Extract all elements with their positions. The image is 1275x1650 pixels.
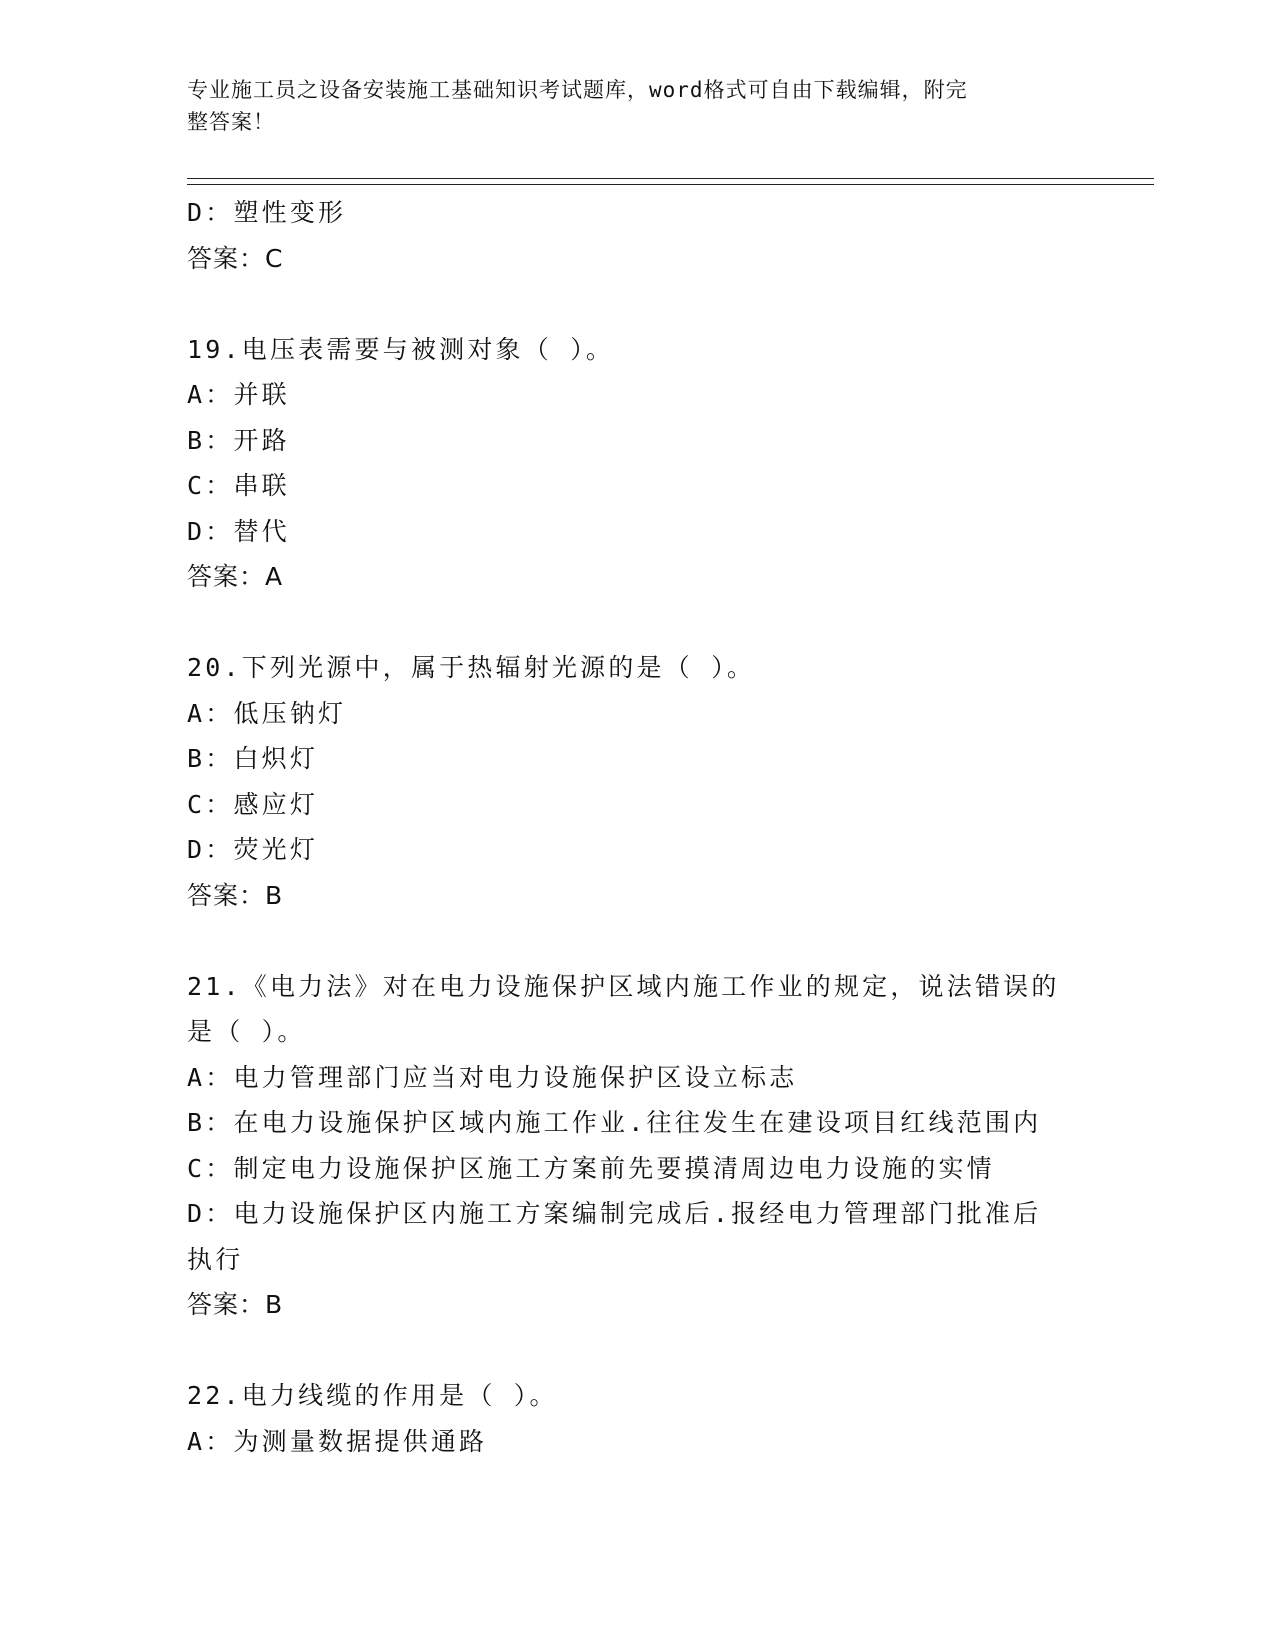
option-d-line-1: D：电力设施保护区内施工方案编制完成后.报经电力管理部门批准后 [187, 1199, 1042, 1228]
option-a: A：电力管理部门应当对电力设施保护区设立标志 [187, 1062, 798, 1092]
answer: 答案：C [187, 243, 284, 273]
option-b: B：在电力设施保护区域内施工作业.往往发生在建设项目红线范围内 [187, 1108, 1042, 1137]
answer: 答案：A [187, 562, 284, 591]
question-list [187, 190, 1087, 1464]
spacer [187, 918, 1087, 964]
spacer [187, 600, 1087, 646]
option-a: A：为测量数据提供通路 [187, 1426, 488, 1456]
answer: 答案：B [187, 1290, 284, 1319]
previous-question-tail [187, 190, 1087, 281]
option-d-line-2: 执行 [187, 1244, 244, 1274]
header-rule-bottom [187, 184, 1154, 185]
option-d: D：荧光灯 [187, 835, 319, 864]
option-d: D：塑性变形 [187, 198, 347, 227]
option-a: A：并联 [187, 380, 290, 409]
spacer [187, 1328, 1087, 1374]
question-21 [187, 964, 1087, 1328]
question-stem: 20.下列光源中，属于热辐射光源的是（ ）。 [187, 653, 756, 682]
question-19 [187, 327, 1087, 600]
spacer [187, 281, 1087, 327]
question-stem: 19.电压表需要与被测对象（ ）。 [187, 334, 615, 364]
option-b: B：白炽灯 [187, 744, 319, 773]
question-20 [187, 645, 1087, 918]
document-header [187, 74, 1087, 138]
option-c: C：串联 [187, 471, 290, 500]
header-line-1: 专业施工员之设备安装施工基础知识考试题库，word格式可自由下载编辑，附完 [187, 78, 968, 102]
option-d: D：替代 [187, 516, 290, 546]
question-stem-line-2: 是（ ）。 [187, 1017, 306, 1046]
question-22 [187, 1373, 1087, 1464]
question-stem-line-1: 21.《电力法》对在电力设施保护区域内施工作业的规定，说法错误的 [187, 971, 1060, 1001]
option-b: B：开路 [187, 425, 290, 455]
option-a: A：低压钠灯 [187, 698, 347, 728]
header-rule-top [187, 178, 1154, 179]
option-c: C：制定电力设施保护区施工方案前先要摸清周边电力设施的实情 [187, 1153, 995, 1183]
question-stem: 22.电力线缆的作用是（ ）。 [187, 1381, 558, 1410]
answer: 答案：B [187, 880, 284, 910]
header-line-2: 整答案！ [187, 110, 275, 134]
option-c: C：感应灯 [187, 789, 319, 819]
